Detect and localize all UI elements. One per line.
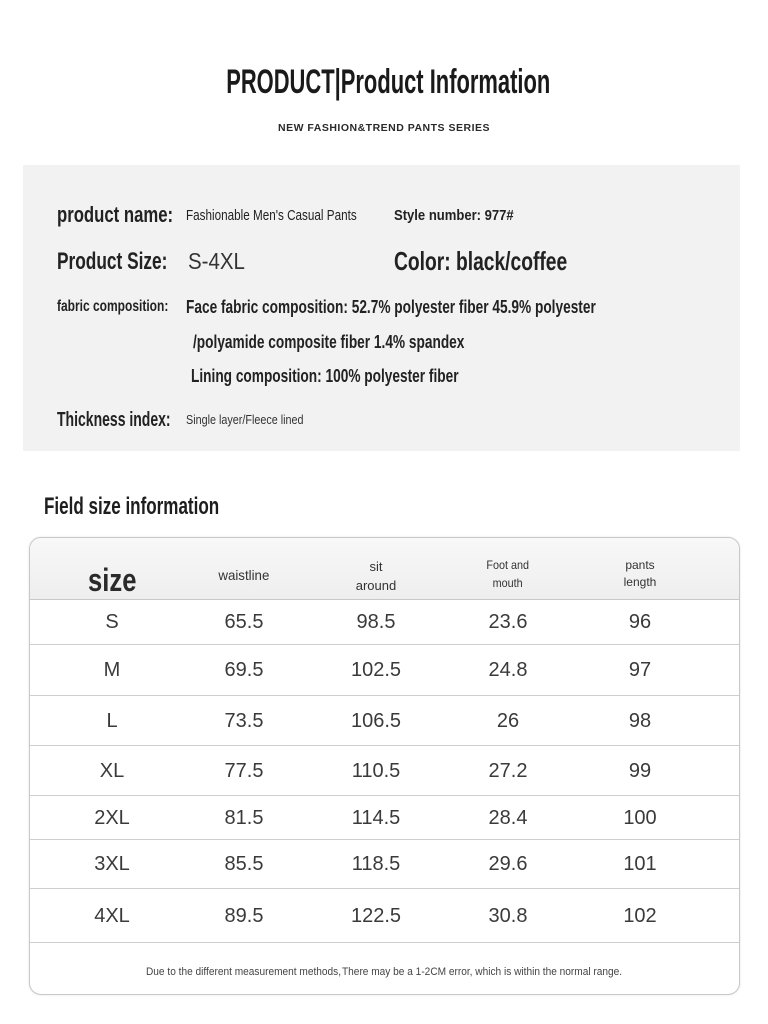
header-label: around [355,578,397,593]
table-row [30,889,739,943]
product-name-value: Fashionable Men's Casual Pants [186,207,357,224]
fabric-composition-line: /polyamide composite fiber 1.4% spandex [193,332,465,352]
table-cell-waistline: 73.5 [224,709,264,732]
size-table-footer [30,943,739,993]
table-cell-foot-mouth: 30.8 [488,904,528,927]
size-section-title: Field size information [44,493,220,520]
table-cell-foot-mouth: 26 [496,709,520,732]
page-subtitle-wrap [0,118,768,136]
size-table-header [30,538,739,600]
table-cell-size: 2XL [94,806,130,829]
table-cell-foot-mouth: 23.6 [488,611,528,633]
table-cell-pants-length: 96 [628,611,652,633]
table-cell-foot-mouth: 29.6 [488,853,528,875]
fabric-composition-label: fabric composition: [57,298,169,315]
header-cell-sit-around [310,557,442,595]
table-row [30,746,739,796]
header-cell-pants-length [574,557,706,591]
table-cell-waistline: 89.5 [224,904,264,927]
table-cell-sit-around: 122.5 [350,904,402,927]
table-cell-size: L [106,709,118,732]
table-cell-size: M [103,659,121,681]
table-row [30,696,739,746]
page-title: PRODUCT|Product Information [225,63,551,101]
header-label: sit [369,559,383,574]
table-cell-waistline: 81.5 [224,806,264,829]
table-cell-foot-mouth: 28.4 [488,806,528,829]
color-info: Color: black/coffee [394,246,568,276]
table-cell-waistline: 65.5 [224,611,264,633]
table-cell-sit-around: 114.5 [351,806,401,829]
table-cell-waistline: 85.5 [224,853,264,875]
table-cell-pants-length: 98 [628,709,652,732]
measurement-note: Due to the different measurement methods, [146,966,342,978]
header-label: pants [625,558,655,572]
fabric-composition-line: Face fabric composition: 52.7% polyester fiber 45.9% polyester [186,297,596,317]
header-cell-waistline [178,567,310,583]
table-cell-waistline: 77.5 [224,759,264,782]
table-row [30,645,739,696]
header-label: mouth [492,576,524,590]
header-label: length [623,575,657,589]
header-cell-size [46,562,178,598]
table-cell-pants-length: 100 [623,806,657,829]
product-name-label: product name: [57,202,174,227]
header-label: size [87,562,137,598]
fabric-composition-line: Lining composition: 100% polyester fiber [191,366,459,386]
table-cell-pants-length: 97 [628,659,652,681]
size-table [29,537,740,995]
table-row [30,600,739,645]
table-cell-pants-length: 102 [623,904,657,927]
table-cell-foot-mouth: 27.2 [488,759,528,782]
table-cell-sit-around: 110.5 [351,759,401,782]
thickness-index-label: Thickness index: [57,409,171,431]
table-cell-size: XL [99,759,125,782]
table-cell-foot-mouth: 24.8 [488,659,528,681]
table-cell-size: S [105,611,119,633]
page-header [4,62,768,102]
page-subtitle: NEW FASHION&TREND PANTS SERIES [278,122,490,134]
table-cell-pants-length: 101 [623,853,657,875]
product-size-label: Product Size: [57,248,168,275]
table-cell-sit-around: 118.5 [351,853,401,875]
table-row [30,796,739,840]
table-cell-size: 3XL [94,853,130,875]
style-number: Style number: 977# [394,207,514,224]
table-cell-size: 4XL [94,904,130,927]
thickness-index-value: Single layer/Fleece lined [186,412,304,427]
table-cell-sit-around: 98.5 [356,611,396,633]
header-label: Foot and [486,558,530,572]
table-cell-sit-around: 102.5 [350,659,402,681]
header-label: waistline [218,567,270,583]
table-cell-pants-length: 99 [628,759,652,782]
product-size-value: S-4XL [188,248,245,274]
table-cell-sit-around: 106.5 [350,709,402,732]
table-cell-waistline: 69.5 [224,659,264,681]
header-cell-foot-mouth [442,556,574,592]
measurement-note: There may be a 1-2CM error, which is within the normal range. [342,966,623,978]
table-row [30,840,739,889]
